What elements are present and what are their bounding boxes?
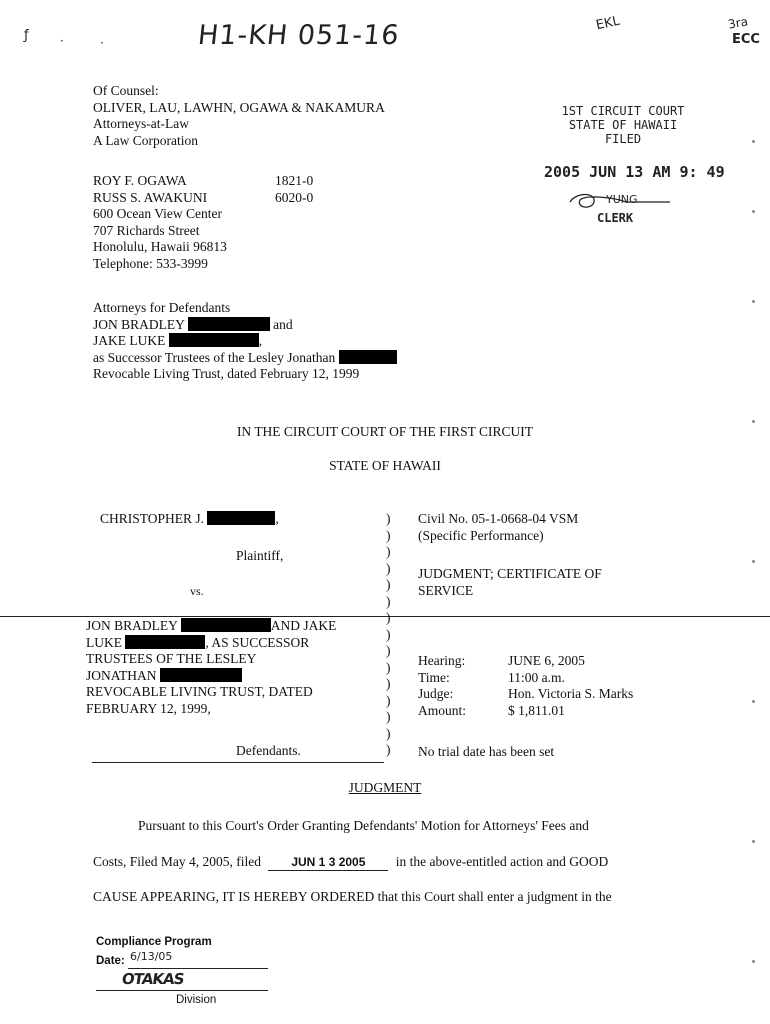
caption-parentheses (386, 511, 394, 759)
defendants-block (86, 618, 336, 717)
detail-value: $ 1,811.01 (508, 702, 565, 718)
scan-speck (752, 560, 755, 563)
paren: ) (386, 676, 391, 691)
attorney-row (93, 190, 313, 207)
attorneys-for-label: Attorneys for Defendants (93, 300, 231, 315)
hearing-details (418, 653, 633, 719)
compliance-date-line (128, 968, 268, 969)
paren: ) (386, 593, 391, 609)
compliance-division: Division (176, 994, 217, 1006)
case-info-top (418, 511, 578, 544)
body-text: in the above-entitled action and GOOD (395, 854, 609, 869)
defendant-text: JONATHAN (86, 667, 157, 683)
scan-speck (752, 420, 755, 423)
stamp-date: 2005 JUN 13 AM 9: 49 (544, 163, 725, 181)
attorney-name: ROY F. OGAWA (93, 173, 187, 188)
telephone-line: Telephone: 533-3999 (93, 255, 208, 271)
trust-text: as Successor Trustees of the Lesley Jonathan (93, 349, 336, 365)
defendant-text: AND JAKE (270, 618, 337, 633)
address-line: Honolulu, Hawaii 96813 (93, 239, 227, 254)
paren: ) (386, 544, 391, 559)
defendant-name-text: JON BRADLEY (93, 316, 185, 332)
stamp-line-1: 1ST CIRCUIT COURT (561, 104, 685, 118)
defendant-name-text: JAKE LUKE (93, 333, 166, 348)
defendant-text: LUKE (86, 634, 122, 650)
document-title-line-1: JUDGMENT; CERTIFICATE OF (418, 566, 602, 581)
caption-underline (92, 762, 384, 763)
paren: ) (386, 577, 391, 592)
filing-stamp (548, 104, 698, 146)
document-title-line-2: SERVICE (418, 582, 474, 598)
action-type: (Specific Performance) (418, 527, 544, 543)
court-heading: IN THE CIRCUIT COURT OF THE FIRST CIRCUIT (236, 424, 534, 439)
vs-label: vs. (190, 584, 204, 598)
address-line: 707 Richards Street (93, 222, 200, 238)
paren: ) (386, 626, 391, 642)
paren: ) (386, 659, 391, 675)
detail-value: Hon. Victoria S. Marks (508, 686, 634, 701)
redaction-bar (188, 317, 270, 331)
civil-number: Civil No. 05-1-0668-04 VSM (418, 511, 579, 526)
of-counsel-label: Of Counsel: (93, 83, 159, 98)
paren: ) (386, 709, 391, 724)
handwritten-corner-note: 3ra (726, 14, 749, 32)
defendant-line: FEBRUARY 12, 1999, (86, 700, 211, 716)
defendant-line: REVOCABLE LIVING TRUST, DATED (86, 684, 313, 699)
dot-mark: · (60, 34, 64, 48)
attorney-name: RUSS S. AWAKUNI (93, 189, 208, 205)
redaction-bar (181, 618, 271, 632)
stamp-clerk: CLERK (597, 211, 634, 225)
plaintiff-label: Plaintiff, (236, 548, 284, 563)
signature-text: YUNG (606, 193, 638, 206)
defendant-line (86, 635, 336, 652)
court-state: STATE OF HAWAII (329, 458, 441, 473)
redaction-bar (160, 668, 242, 682)
comma-text: , (258, 333, 263, 348)
defendants-label: Defendants. (236, 743, 301, 758)
trust-line (93, 350, 397, 367)
compliance-title: Compliance Program (96, 936, 212, 948)
plaintiff-name-line (100, 511, 279, 527)
detail-label: Hearing: (418, 653, 466, 668)
scan-speck (752, 210, 755, 213)
firm-line-3: A Law Corporation (93, 132, 198, 148)
dot-mark-2: · (100, 36, 104, 50)
detail-row (418, 703, 633, 720)
attorney-list (93, 173, 313, 272)
body-line-3: CAUSE APPEARING, IT IS HEREBY ORDERED that this Court shall enter a judgment in the (93, 889, 612, 904)
scan-speck (752, 140, 755, 143)
detail-row (418, 653, 633, 670)
firm-name: OLIVER, LAU, LAWHN, OGAWA & NAKAMURA (93, 99, 385, 115)
redaction-bar (125, 635, 205, 649)
redaction-bar (207, 511, 275, 525)
counsel-block (93, 83, 385, 149)
stamp-line-3: FILED (604, 132, 642, 146)
paren: ) (386, 511, 391, 526)
compliance-date-label: Date: (96, 955, 125, 967)
filed-date-blank (268, 854, 388, 871)
caption-divider (0, 616, 770, 617)
plaintiff-name: CHRISTOPHER J. (100, 511, 205, 526)
attorney-row (93, 173, 313, 190)
paren: ) (386, 692, 391, 708)
defendant-line: TRUSTEES OF THE LESLEY (86, 651, 257, 666)
handwritten-corner-code: ECC (732, 32, 760, 47)
defendant-text: JON BRADLEY (86, 618, 178, 633)
firm-line-2: Attorneys-at-Law (93, 116, 189, 131)
defendant-line (86, 618, 336, 635)
attorney-number: 1821-0 (275, 173, 314, 188)
document-title (418, 566, 602, 599)
compliance-signature: OTAKAS (120, 970, 185, 988)
paren: ) (386, 643, 391, 658)
trust-line-2: Revocable Living Trust, dated February 12, 1999 (93, 366, 360, 381)
detail-value: JUNE 6, 2005 (508, 653, 585, 668)
compliance-signature-line (96, 990, 268, 991)
defendant-attorney-line (93, 317, 397, 334)
paren: ) (386, 560, 391, 576)
paren: ) (386, 725, 391, 741)
detail-row (418, 686, 633, 703)
compliance-date-value: 6/13/05 (130, 950, 173, 963)
body-line-1: Pursuant to this Court's Order Granting Defendants' Motion for Attorneys' Fees and (138, 818, 589, 833)
defendant-line (86, 668, 336, 685)
redaction-bar (339, 350, 397, 364)
detail-label: Judge: (418, 686, 454, 701)
attorney-number: 6020-0 (275, 189, 314, 205)
detail-row (418, 670, 633, 687)
scan-speck (752, 300, 755, 303)
handwritten-initials: EKL (594, 13, 622, 34)
redaction-bar (169, 333, 259, 347)
handwritten-case-code: H1-KH 051-16 (196, 20, 402, 51)
detail-label: Time: (418, 669, 450, 685)
defendant-attorney-line (93, 333, 397, 350)
filed-date-stamp: JUN 1 3 2005 (291, 855, 366, 869)
paren: ) (386, 527, 391, 543)
address-line: 600 Ocean View Center (93, 206, 223, 221)
scan-speck (752, 700, 755, 703)
stamp-line-2: STATE OF HAWAII (568, 118, 678, 132)
comma-text: , (275, 511, 279, 526)
body-line-2 (93, 854, 608, 871)
conjunction-text: and (273, 316, 293, 332)
detail-value: 11:00 a.m. (508, 669, 565, 685)
scan-speck (752, 840, 755, 843)
judgment-heading: JUDGMENT (348, 780, 422, 795)
body-text: Costs, Filed May 4, 2005, filed (93, 854, 261, 869)
trial-date-note: No trial date has been set (418, 744, 555, 759)
paren: ) (386, 610, 391, 625)
scan-speck (752, 960, 755, 963)
margin-mark: ƒ (24, 28, 29, 43)
detail-label: Amount: (418, 702, 467, 718)
defendant-text: , AS SUCCESSOR (205, 634, 310, 650)
paren: ) (386, 742, 391, 757)
attorneys-for-block (93, 300, 397, 383)
